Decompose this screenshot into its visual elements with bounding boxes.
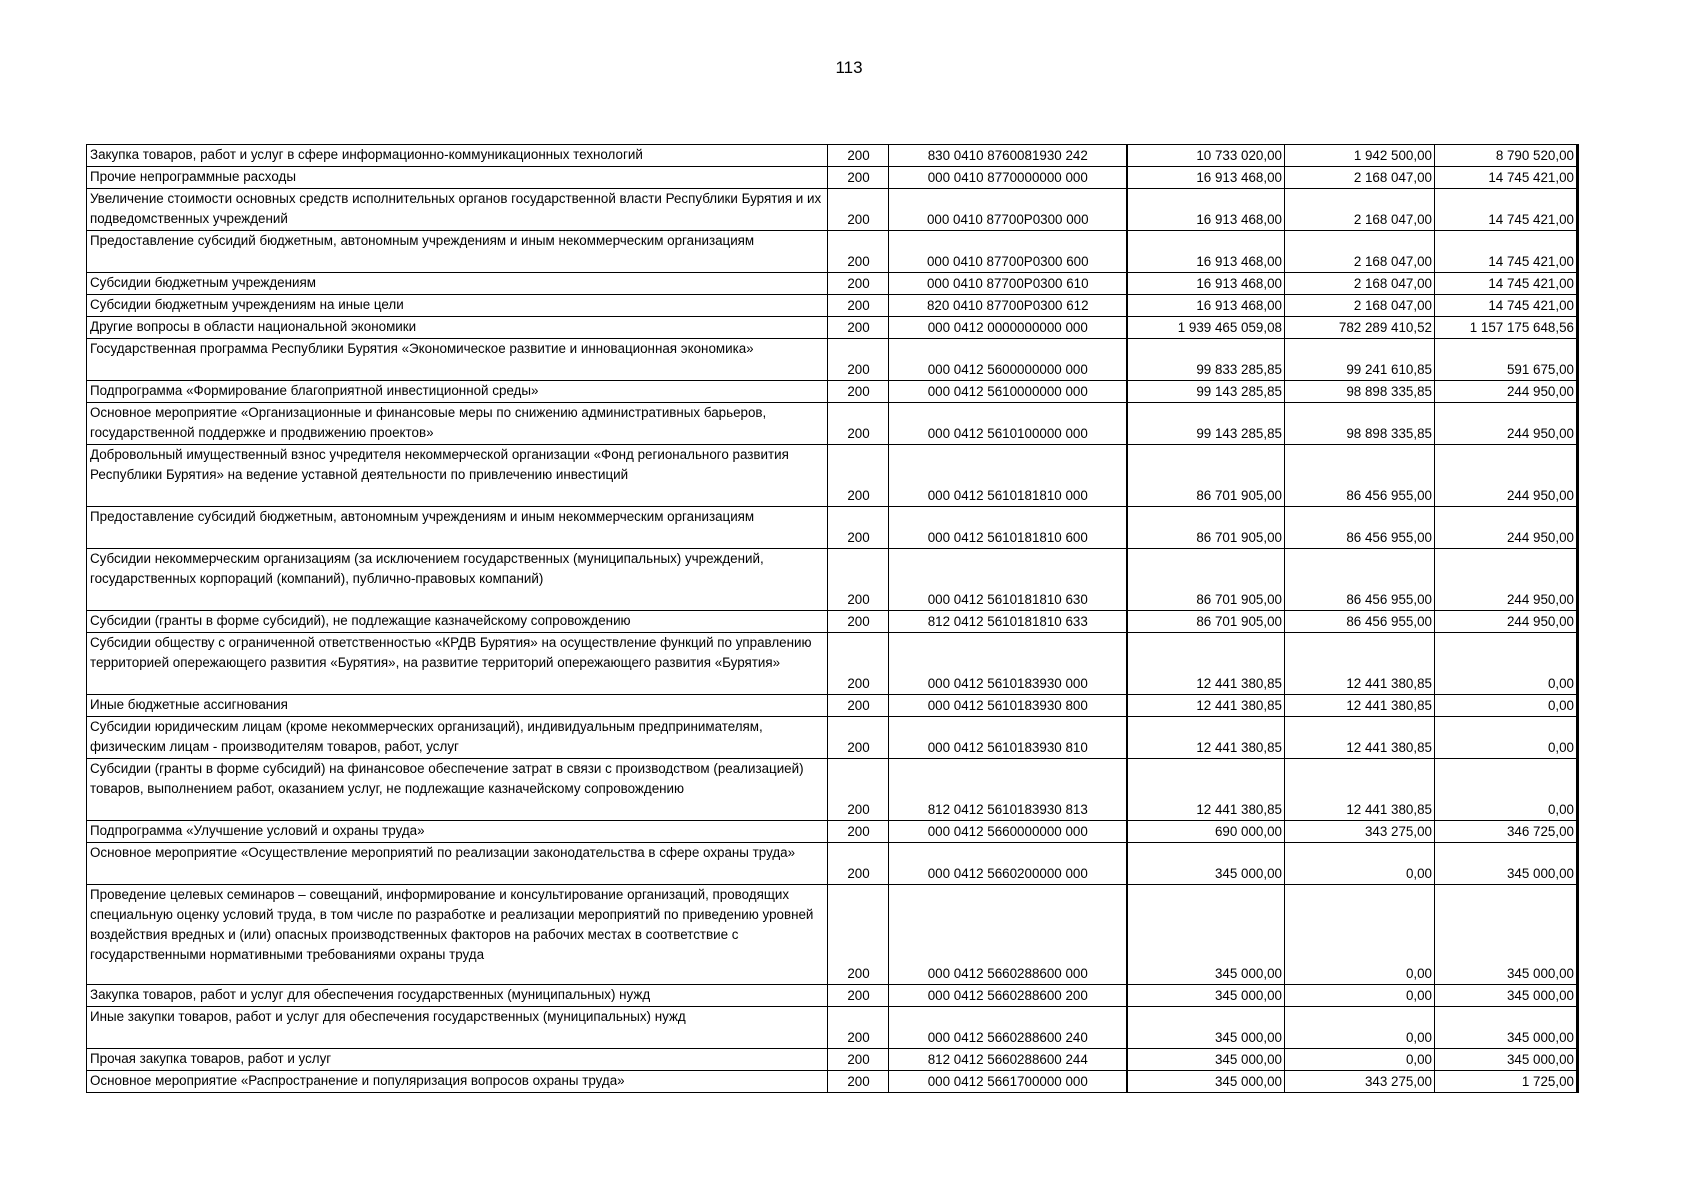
row-name-text: Основное мероприятие «Распространение и популяризация вопросов охраны труда» [90, 1073, 625, 1088]
row-budget-code: 000 0412 5660288600 200 [889, 985, 1127, 1007]
table-row [87, 507, 1578, 549]
row-group-code: 200 [828, 317, 889, 339]
row-value-1: 99 143 285,85 [1127, 381, 1285, 403]
row-group-code: 200 [828, 633, 889, 695]
row-name-text: Субсидии некоммерческим организациям (за исключением государственных (муниципальных) учреждений, государственных корпораций (компаний), публично-правовых компаний) [90, 551, 764, 586]
row-group-code: 200 [828, 985, 889, 1007]
row-group-code: 200 [828, 145, 889, 167]
row-group-code: 200 [828, 1071, 889, 1093]
table-row [87, 549, 1578, 611]
row-name-text: Иные бюджетные ассигнования [90, 697, 288, 712]
row-budget-code: 000 0412 5610181810 600 [889, 507, 1127, 549]
row-budget-code: 000 0410 87700P0300 610 [889, 273, 1127, 295]
row-name-text: Субсидии обществу с ограниченной ответственностью «КРДВ Бурятия» на осуществление функций по управлению территорией опережающего развития «Бурятия», на развитие территорий опережающего развития «Бурятия» [90, 635, 812, 670]
row-value-3: 345 000,00 [1435, 985, 1578, 1007]
row-value-1: 86 701 905,00 [1127, 507, 1285, 549]
row-budget-code: 000 0412 5660000000 000 [889, 821, 1127, 843]
row-group-code: 200 [828, 843, 889, 885]
row-name-text: Субсидии юридическим лицам (кроме некоммерческих организаций), индивидуальным предпринимателям, физическим лицам - производителям товаров, работ, услуг [90, 719, 763, 754]
row-value-1: 12 441 380,85 [1127, 717, 1285, 759]
row-group-code: 200 [828, 339, 889, 381]
row-value-2: 1 942 500,00 [1285, 145, 1435, 167]
row-name-text: Предоставление субсидий бюджетным, автономным учреждениям и иным некоммерческим организациям [90, 233, 755, 248]
row-name [87, 381, 828, 403]
budget-table [86, 144, 1579, 1093]
table-row [87, 821, 1578, 843]
row-value-2: 98 898 335,85 [1285, 381, 1435, 403]
row-value-3: 345 000,00 [1435, 843, 1578, 885]
row-value-3: 0,00 [1435, 695, 1578, 717]
row-value-3: 14 745 421,00 [1435, 273, 1578, 295]
row-name-text: Проведение целевых семинаров – совещаний, информирование и консультирование организаций, проводящих специальную оценку условий труда, в том числе по разработке и реализации мероприятий по приведению уровней воздействия вредных и (или) опасных производственных факторов на рабочих местах в соответствие с государственными нормативными требованиями охраны труда [90, 887, 814, 962]
row-value-2: 0,00 [1285, 843, 1435, 885]
row-value-1: 690 000,00 [1127, 821, 1285, 843]
row-value-3: 591 675,00 [1435, 339, 1578, 381]
row-value-2: 98 898 335,85 [1285, 403, 1435, 445]
table-row [87, 1007, 1578, 1049]
row-name-text: Другие вопросы в области национальной экономики [90, 319, 417, 334]
row-name [87, 695, 828, 717]
row-value-1: 345 000,00 [1127, 885, 1285, 985]
row-name-text: Иные закупки товаров, работ и услуг для обеспечения государственных (муниципальных) нужд [90, 1009, 686, 1024]
row-value-1: 99 833 285,85 [1127, 339, 1285, 381]
row-value-2: 86 456 955,00 [1285, 549, 1435, 611]
row-value-2: 0,00 [1285, 885, 1435, 985]
row-value-1: 99 143 285,85 [1127, 403, 1285, 445]
table-row [87, 985, 1578, 1007]
row-group-code: 200 [828, 295, 889, 317]
row-value-3: 345 000,00 [1435, 885, 1578, 985]
row-value-2: 782 289 410,52 [1285, 317, 1435, 339]
row-value-1: 10 733 020,00 [1127, 145, 1285, 167]
row-group-code: 200 [828, 1049, 889, 1071]
row-group-code: 200 [828, 403, 889, 445]
row-value-1: 345 000,00 [1127, 985, 1285, 1007]
row-budget-code: 830 0410 8760081930 242 [889, 145, 1127, 167]
row-value-3: 0,00 [1435, 717, 1578, 759]
row-value-2: 0,00 [1285, 1007, 1435, 1049]
row-name [87, 821, 828, 843]
table-row [87, 1049, 1578, 1071]
table-row [87, 381, 1578, 403]
table-row [87, 273, 1578, 295]
row-value-1: 86 701 905,00 [1127, 549, 1285, 611]
row-value-3: 244 950,00 [1435, 611, 1578, 633]
row-value-3: 0,00 [1435, 633, 1578, 695]
row-group-code: 200 [828, 549, 889, 611]
row-name-text: Субсидии (гранты в форме субсидий) на финансовое обеспечение затрат в связи с производством (реализацией) товаров, выполнением работ, оказанием услуг, не подлежащие казначейскому сопровождению [90, 761, 804, 796]
row-budget-code: 000 0412 5610183930 810 [889, 717, 1127, 759]
table-row [87, 717, 1578, 759]
row-name-text: Подпрограмма «Улучшение условий и охраны труда» [90, 823, 425, 838]
row-value-2: 12 441 380,85 [1285, 695, 1435, 717]
row-value-2: 2 168 047,00 [1285, 189, 1435, 231]
row-value-2: 2 168 047,00 [1285, 295, 1435, 317]
row-value-3: 14 745 421,00 [1435, 189, 1578, 231]
page-number: 113 [835, 58, 863, 77]
row-budget-code: 000 0412 5600000000 000 [889, 339, 1127, 381]
row-value-2: 99 241 610,85 [1285, 339, 1435, 381]
row-value-2: 12 441 380,85 [1285, 717, 1435, 759]
row-value-3: 14 745 421,00 [1435, 231, 1578, 273]
row-value-1: 16 913 468,00 [1127, 273, 1285, 295]
row-value-2: 12 441 380,85 [1285, 759, 1435, 821]
row-name [87, 985, 828, 1007]
row-group-code: 200 [828, 507, 889, 549]
row-name [87, 1071, 828, 1093]
row-value-2: 0,00 [1285, 985, 1435, 1007]
row-value-2: 2 168 047,00 [1285, 231, 1435, 273]
row-budget-code: 000 0410 87700P0300 000 [889, 189, 1127, 231]
row-budget-code: 000 0412 0000000000 000 [889, 317, 1127, 339]
row-value-1: 16 913 468,00 [1127, 231, 1285, 273]
row-value-2: 86 456 955,00 [1285, 611, 1435, 633]
row-value-1: 345 000,00 [1127, 1007, 1285, 1049]
table-row [87, 403, 1578, 445]
row-budget-code: 812 0412 5610183930 813 [889, 759, 1127, 821]
row-group-code: 200 [828, 821, 889, 843]
row-budget-code: 000 0412 5610181810 630 [889, 549, 1127, 611]
row-value-3: 8 790 520,00 [1435, 145, 1578, 167]
row-group-code: 200 [828, 695, 889, 717]
row-value-3: 14 745 421,00 [1435, 167, 1578, 189]
row-name-text: Субсидии бюджетным учреждениям [90, 275, 316, 290]
row-name-text: Добровольный имущественный взнос учредителя некоммерческой организации «Фонд регионального развития Республики Бурятия» на ведение уставной деятельности по привлечению инвестиций [90, 447, 789, 482]
budget-table-body [87, 145, 1578, 1093]
row-value-2: 343 275,00 [1285, 821, 1435, 843]
row-group-code: 200 [828, 381, 889, 403]
table-row [87, 295, 1578, 317]
row-name-text: Субсидии бюджетным учреждениям на иные цели [90, 297, 404, 312]
row-name [87, 885, 828, 985]
row-value-2: 86 456 955,00 [1285, 507, 1435, 549]
row-value-3: 0,00 [1435, 759, 1578, 821]
row-name [87, 273, 828, 295]
row-value-1: 345 000,00 [1127, 1071, 1285, 1093]
table-row [87, 885, 1578, 985]
row-value-2: 2 168 047,00 [1285, 167, 1435, 189]
row-value-1: 16 913 468,00 [1127, 295, 1285, 317]
row-value-1: 345 000,00 [1127, 843, 1285, 885]
row-name [87, 167, 828, 189]
row-name [87, 295, 828, 317]
row-value-3: 346 725,00 [1435, 821, 1578, 843]
row-name-text: Прочая закупка товаров, работ и услуг [90, 1051, 332, 1066]
row-name [87, 843, 828, 885]
row-budget-code: 000 0412 5610100000 000 [889, 403, 1127, 445]
table-row [87, 189, 1578, 231]
row-group-code: 200 [828, 759, 889, 821]
table-row [87, 445, 1578, 507]
row-budget-code: 820 0410 87700P0300 612 [889, 295, 1127, 317]
row-value-1: 12 441 380,85 [1127, 695, 1285, 717]
row-group-code: 200 [828, 167, 889, 189]
row-value-1: 345 000,00 [1127, 1049, 1285, 1071]
row-group-code: 200 [828, 1007, 889, 1049]
table-row [87, 145, 1578, 167]
table-row [87, 317, 1578, 339]
row-value-3: 244 950,00 [1435, 445, 1578, 507]
row-value-3: 345 000,00 [1435, 1007, 1578, 1049]
row-value-3: 1 725,00 [1435, 1071, 1578, 1093]
table-row [87, 339, 1578, 381]
row-group-code: 200 [828, 885, 889, 985]
row-name [87, 145, 828, 167]
row-value-1: 1 939 465 059,08 [1127, 317, 1285, 339]
row-budget-code: 000 0412 5660288600 240 [889, 1007, 1127, 1049]
row-group-code: 200 [828, 445, 889, 507]
row-group-code: 200 [828, 231, 889, 273]
row-name-text: Закупка товаров, работ и услуг для обеспечения государственных (муниципальных) нужд [90, 987, 651, 1002]
row-name-text: Субсидии (гранты в форме субсидий), не подлежащие казначейскому сопровождению [90, 613, 631, 628]
row-budget-code: 000 0412 5610183930 000 [889, 633, 1127, 695]
row-name [87, 339, 828, 381]
row-budget-code: 000 0412 5610183930 800 [889, 695, 1127, 717]
row-name-text: Государственная программа Республики Бурятия «Экономическое развитие и инновационная экономика» [90, 341, 754, 356]
row-budget-code: 812 0412 5660288600 244 [889, 1049, 1127, 1071]
row-name-text: Предоставление субсидий бюджетным, автономным учреждениям и иным некоммерческим организациям [90, 509, 755, 524]
table-row [87, 633, 1578, 695]
row-name-text: Основное мероприятие «Организационные и финансовые меры по снижению административных барьеров, государственной поддержке и продвижению проектов» [90, 405, 767, 440]
row-budget-code: 812 0412 5610181810 633 [889, 611, 1127, 633]
table-row [87, 231, 1578, 273]
row-value-2: 343 275,00 [1285, 1071, 1435, 1093]
row-value-1: 12 441 380,85 [1127, 759, 1285, 821]
table-row [87, 167, 1578, 189]
table-row [87, 843, 1578, 885]
row-name-text: Закупка товаров, работ и услуг в сфере информационно-коммуникационных технологий [90, 147, 643, 162]
row-group-code: 200 [828, 273, 889, 295]
row-name [87, 403, 828, 445]
row-name-text: Увеличение стоимости основных средств исполнительных органов государственной власти Республики Бурятия и их подведомственных учреждений [90, 191, 822, 226]
row-value-1: 86 701 905,00 [1127, 611, 1285, 633]
row-value-3: 244 950,00 [1435, 507, 1578, 549]
row-budget-code: 000 0412 5610181810 000 [889, 445, 1127, 507]
row-value-3: 1 157 175 648,56 [1435, 317, 1578, 339]
row-name [87, 445, 828, 507]
table-row [87, 759, 1578, 821]
row-name [87, 717, 828, 759]
row-name [87, 189, 828, 231]
row-value-1: 86 701 905,00 [1127, 445, 1285, 507]
row-name [87, 759, 828, 821]
row-name-text: Прочие непрограммные расходы [90, 169, 296, 184]
row-budget-code: 000 0412 5610000000 000 [889, 381, 1127, 403]
row-value-2: 0,00 [1285, 1049, 1435, 1071]
row-budget-code: 000 0410 8770000000 000 [889, 167, 1127, 189]
row-name-text: Подпрограмма «Формирование благоприятной инвестиционной среды» [90, 383, 539, 398]
row-value-1: 12 441 380,85 [1127, 633, 1285, 695]
row-value-2: 86 456 955,00 [1285, 445, 1435, 507]
row-name [87, 507, 828, 549]
row-budget-code: 000 0412 5660288600 000 [889, 885, 1127, 985]
row-value-3: 244 950,00 [1435, 549, 1578, 611]
row-value-3: 14 745 421,00 [1435, 295, 1578, 317]
row-name [87, 317, 828, 339]
table-row [87, 611, 1578, 633]
row-name [87, 611, 828, 633]
row-group-code: 200 [828, 611, 889, 633]
row-budget-code: 000 0410 87700P0300 600 [889, 231, 1127, 273]
row-value-3: 345 000,00 [1435, 1049, 1578, 1071]
row-name [87, 231, 828, 273]
row-name-text: Основное мероприятие «Осуществление мероприятий по реализации законодательства в сфере охраны труда» [90, 845, 796, 860]
table-row [87, 695, 1578, 717]
row-value-3: 244 950,00 [1435, 381, 1578, 403]
row-name [87, 633, 828, 695]
row-budget-code: 000 0412 5660200000 000 [889, 843, 1127, 885]
row-value-3: 244 950,00 [1435, 403, 1578, 445]
row-group-code: 200 [828, 189, 889, 231]
row-name [87, 549, 828, 611]
row-value-1: 16 913 468,00 [1127, 167, 1285, 189]
row-value-2: 12 441 380,85 [1285, 633, 1435, 695]
row-name [87, 1049, 828, 1071]
row-group-code: 200 [828, 717, 889, 759]
row-value-1: 16 913 468,00 [1127, 189, 1285, 231]
row-name [87, 1007, 828, 1049]
row-value-2: 2 168 047,00 [1285, 273, 1435, 295]
row-budget-code: 000 0412 5661700000 000 [889, 1071, 1127, 1093]
table-row [87, 1071, 1578, 1093]
